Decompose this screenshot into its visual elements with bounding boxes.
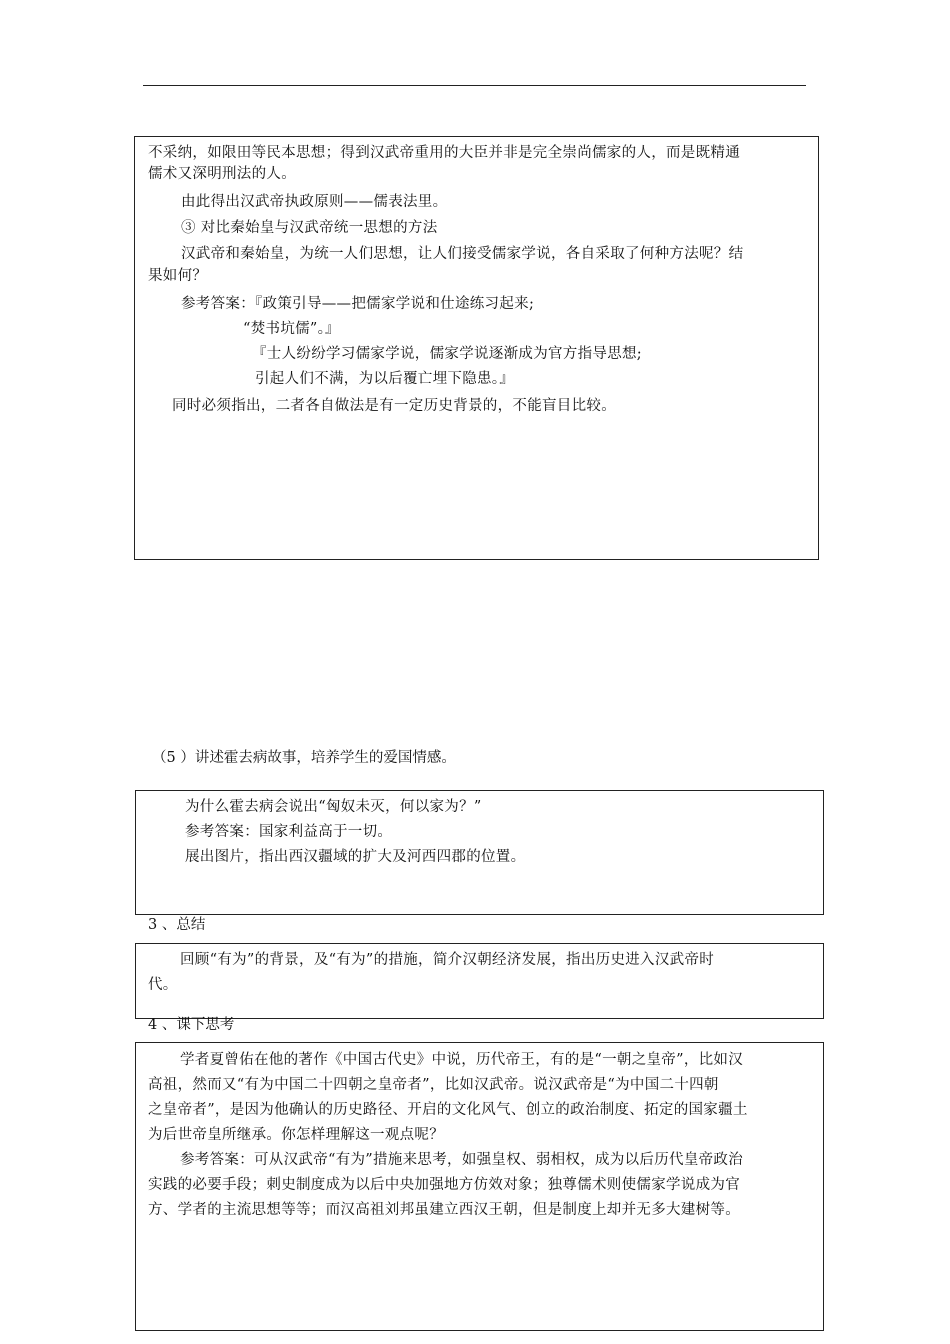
text-line: 之皇帝者”，是因为他确认的历史路径、开启的文化风气、创立的政治制度、拓定的国家疆土	[148, 1102, 748, 1118]
header-rule	[143, 85, 806, 86]
text-line: 为后世帝皇所继承。你怎样理解这一观点呢？	[148, 1127, 444, 1143]
text-line: 『士人纷纷学习儒家学说，儒家学说逐渐成为官方指导思想;	[252, 346, 642, 362]
text-line: 参考答案：可从汉武帝“有为”措施来思考，如强皇权、弱相权，成为以后历代皇帝政治	[180, 1152, 744, 1168]
text-line: 回顾“有为”的背景，及“有为”的措施，简介汉朝经济发展，指出历史进入汉武帝时	[180, 952, 715, 968]
text-line: 引起人们不满，为以后覆亡埋下隐患。』	[255, 371, 515, 387]
text-line: 方、学者的主流思想等等；而汉高祖刘邦虽建立西汉王朝，但是制度上却并无多大建树等。	[148, 1202, 740, 1218]
text-line: 展出图片，指出西汉疆域的扩大及河西四郡的位置。	[185, 849, 526, 865]
text-line: 由此得出汉武帝执政原则——儒表法里。	[181, 194, 448, 210]
text-line: ③ 对比秦始皇与汉武帝统一思想的方法	[181, 220, 438, 236]
text-line: 学者夏曾佑在他的著作《中国古代史》中说，历代帝王，有的是“一朝之皇帝”，比如汉	[180, 1052, 744, 1068]
text-line: 实践的必要手段；刺史制度成为以后中央加强地方仿效对象；独尊儒术则使儒家学说成为官	[148, 1177, 740, 1193]
text-line: 为什么霍去病会说出“匈奴未灭，何以家为？”	[185, 799, 482, 815]
text-line: 汉武帝和秦始皇，为统一人们思想，让人们接受儒家学说，各自采取了何种方法呢？结	[181, 246, 744, 262]
section-3-heading: 3 、总结	[148, 917, 206, 933]
text-line: 代。	[148, 977, 178, 993]
text-line: 参考答案：国家利益高于一切。	[185, 824, 393, 840]
text-line: 果如何？	[148, 268, 208, 284]
text-line: 不采纳，如限田等民本思想；得到汉武帝重用的大臣并非是完全崇尚儒家的人，而是既精通	[148, 145, 740, 161]
text-line: 高祖，然而又“有为中国二十四朝之皇帝者”，比如汉武帝。说汉武帝是“为中国二十四朝	[148, 1077, 719, 1093]
text-line: 儒术又深明刑法的人。	[148, 166, 296, 182]
section-4-heading: 4 、课下思考	[148, 1017, 235, 1033]
text-line: “焚书坑儒”。』	[243, 321, 340, 337]
text-line: 参考答案：『政策引导——把儒家学说和仕途练习起来;	[181, 296, 535, 312]
text-line: 同时必须指出，二者各自做法是有一定历史背景的，不能盲目比较。	[172, 398, 616, 414]
section-5-heading: （5 ）讲述霍去病故事，培养学生的爱国情感。	[152, 750, 456, 766]
